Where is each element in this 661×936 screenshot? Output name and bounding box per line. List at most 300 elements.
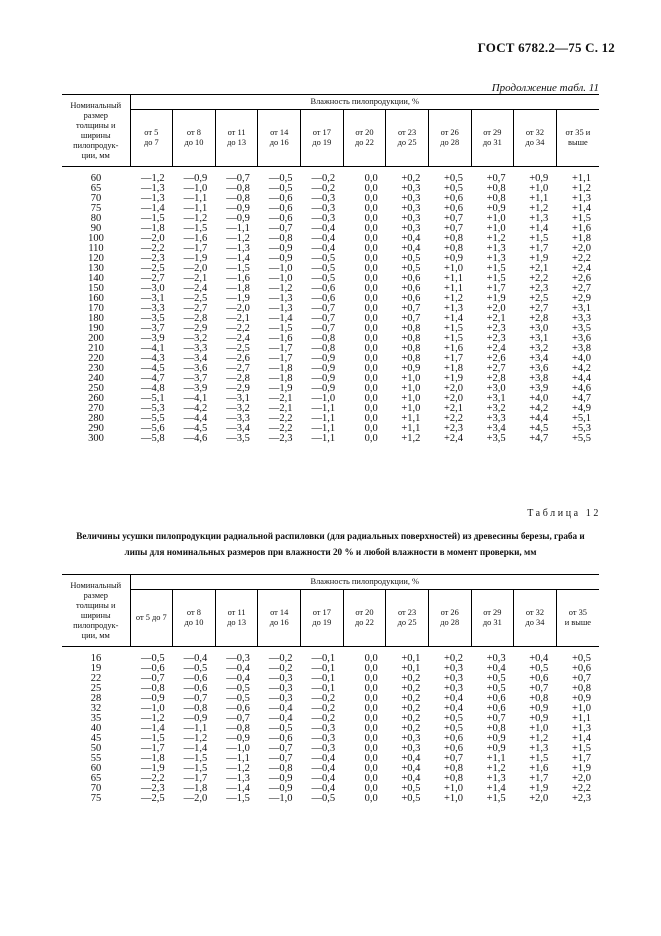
shrinkage-value-cell: +0,1	[401, 653, 421, 664]
shrinkage-value-cell: —1,3	[268, 303, 293, 314]
shrinkage-value-cell: —0,8	[183, 703, 208, 714]
table-row	[62, 434, 599, 444]
shrinkage-value-cell: —1,2	[268, 283, 293, 294]
shrinkage-value-cell: —4,5	[141, 363, 165, 374]
shrinkage-value-cell: +1,5	[443, 333, 463, 344]
nominal-size-cell: 210	[88, 343, 104, 354]
shrinkage-value-cell: +2,8	[486, 373, 506, 384]
shrinkage-value-cell: +3,0	[486, 383, 506, 394]
shrinkage-value-cell: +0,8	[486, 183, 506, 194]
shrinkage-value-cell: —2,2	[226, 323, 250, 334]
shrinkage-value-cell: —2,0	[226, 303, 250, 314]
shrinkage-value-cell: +3,6	[571, 333, 591, 344]
column-header-line: от 26	[440, 128, 459, 137]
row-header	[62, 95, 130, 167]
shrinkage-value-cell: —0,1	[311, 663, 336, 674]
shrinkage-value-cell: —2,3	[268, 433, 293, 444]
shrinkage-value-cell: +1,5	[486, 273, 506, 284]
shrinkage-value-cell: +0,8	[443, 763, 463, 774]
shrinkage-value-cell: —2,6	[226, 353, 250, 364]
column-header-line: до 31	[482, 618, 502, 627]
shrinkage-value-cell: —0,5	[311, 273, 336, 284]
shrinkage-value-cell: +1,6	[571, 223, 591, 234]
shrinkage-value-cell: —1,1	[311, 423, 336, 434]
shrinkage-value-cell: 0,0	[364, 213, 378, 224]
shrinkage-value-cell: +0,5	[443, 713, 463, 724]
shrinkage-value-cell: —1,5	[226, 263, 250, 274]
shrinkage-value-cell: —2,0	[141, 233, 165, 244]
shrinkage-value-cell: —0,6	[268, 193, 293, 204]
shrinkage-value-cell: —0,4	[226, 673, 250, 684]
shrinkage-value-cell: —0,6	[311, 293, 336, 304]
column-header-line: от 17	[312, 128, 331, 137]
moisture-column-header	[258, 590, 301, 647]
shrinkage-value-cell: +2,9	[571, 293, 591, 304]
shrinkage-value-cell: —2,5	[141, 263, 165, 274]
shrinkage-value-cell: —1,7	[268, 343, 293, 354]
shrinkage-value-cell: +3,1	[529, 333, 549, 344]
moisture-column-header	[173, 590, 216, 647]
shrinkage-value-cell: +1,4	[443, 313, 463, 324]
shrinkage-value-cell: +1,1	[529, 193, 549, 204]
shrinkage-value-cell: —2,2	[141, 773, 165, 784]
shrinkage-value-cell: 0,0	[364, 193, 378, 204]
shrinkage-value-cell: +0,4	[401, 753, 421, 764]
shrinkage-value-cell: +2,6	[571, 273, 591, 284]
shrinkage-value-cell: —0,8	[311, 333, 336, 344]
shrinkage-value-cell: 0,0	[364, 743, 378, 754]
shrinkage-value-cell: —0,9	[226, 733, 250, 744]
shrinkage-value-cell: 0,0	[364, 383, 378, 394]
shrinkage-value-cell: +1,7	[443, 353, 463, 364]
shrinkage-value-cell: +1,8	[571, 233, 591, 244]
shrinkage-value-cell: 0,0	[364, 693, 378, 704]
column-header-line: от 5	[144, 128, 159, 137]
nominal-size-cell: 75	[90, 793, 102, 804]
shrinkage-value-cell: +0,9	[571, 693, 591, 704]
nominal-size-cell: 55	[90, 753, 102, 764]
shrinkage-value-cell: —1,2	[183, 733, 208, 744]
shrinkage-value-cell: —3,7	[141, 323, 165, 334]
shrinkage-value-cell: +1,2	[486, 233, 506, 244]
shrinkage-value-cell: —2,7	[226, 363, 250, 374]
shrinkage-value-cell: —1,1	[311, 413, 336, 424]
nominal-size-cell: 220	[88, 353, 104, 364]
shrinkage-value-cell: +1,1	[571, 173, 591, 184]
column-header-line: до 28	[440, 618, 460, 627]
shrinkage-value-cell: —1,1	[311, 433, 336, 444]
shrinkage-value-cell: +4,0	[529, 393, 549, 404]
shrinkage-value-cell: —2,9	[226, 383, 250, 394]
shrinkage-value-cell: +0,2	[401, 703, 421, 714]
shrinkage-value-cell: +0,6	[443, 193, 463, 204]
shrinkage-value-cell: 0,0	[364, 423, 378, 434]
moisture-column-header	[343, 590, 386, 647]
shrinkage-value-cell: —4,3	[141, 353, 165, 364]
shrinkage-value-cell: —2,5	[226, 343, 250, 354]
shrinkage-value-cell: +0,5	[401, 793, 421, 804]
shrinkage-value-cell: +2,7	[571, 283, 591, 294]
shrinkage-value-cell: +1,1	[443, 273, 463, 284]
shrinkage-value-cell: +2,4	[443, 433, 463, 444]
shrinkage-value-cell: +1,3	[486, 243, 506, 254]
shrinkage-value-cell: +0,2	[401, 173, 421, 184]
shrinkage-value-cell: +0,6	[486, 703, 506, 714]
shrinkage-value-cell: —1,4	[141, 723, 165, 734]
shrinkage-value-cell: —2,7	[183, 303, 208, 314]
column-header-line: и выше	[564, 618, 592, 627]
shrinkage-value-cell: +1,0	[443, 793, 463, 804]
shrinkage-value-cell: —3,4	[183, 353, 208, 364]
shrinkage-value-cell: +3,1	[571, 303, 591, 314]
shrinkage-value-cell: —2,1	[226, 313, 250, 324]
nominal-size-cell: 25	[90, 683, 102, 694]
column-header-line: от 17	[312, 608, 331, 617]
shrinkage-value-cell: —0,5	[183, 663, 208, 674]
shrinkage-value-cell: 0,0	[364, 403, 378, 414]
shrinkage-value-cell: —0,6	[183, 683, 208, 694]
shrinkage-value-cell: —0,4	[311, 243, 336, 254]
shrinkage-value-cell: 0,0	[364, 273, 378, 284]
shrinkage-value-cell: —1,8	[268, 363, 293, 374]
shrinkage-value-cell: +0,3	[401, 203, 421, 214]
shrinkage-value-cell: —0,7	[311, 303, 336, 314]
shrinkage-value-cell: —4,2	[183, 403, 208, 414]
nominal-size-cell: 80	[90, 213, 102, 224]
nominal-size-cell: 260	[88, 393, 104, 404]
table-12-caption-line-2: липы для номинальных размеров при влажности 20 % и любой влажности в момент проверки, мм	[124, 547, 537, 557]
shrinkage-value-cell: —0,8	[311, 343, 336, 354]
nominal-size-cell: 110	[88, 243, 104, 254]
shrinkage-value-cell: —2,5	[183, 293, 208, 304]
shrinkage-value-cell: —0,2	[311, 703, 336, 714]
shrinkage-value-cell: +0,8	[401, 333, 421, 344]
table-12-caption	[62, 528, 599, 560]
moisture-column-header	[471, 590, 514, 647]
shrinkage-value-cell: +1,1	[401, 423, 421, 434]
shrinkage-value-cell: —1,1	[183, 723, 208, 734]
nominal-size-cell: 32	[90, 703, 102, 714]
nominal-size-cell: 160	[88, 293, 104, 304]
shrinkage-value-cell: —0,6	[183, 673, 208, 684]
shrinkage-value-cell: +0,7	[443, 753, 463, 764]
shrinkage-value-cell: —0,2	[311, 173, 336, 184]
shrinkage-value-cell: +0,9	[486, 743, 506, 754]
shrinkage-value-cell: —1,9	[183, 253, 208, 264]
shrinkage-value-cell: +1,9	[443, 373, 463, 384]
row-header	[62, 575, 130, 647]
shrinkage-value-cell: —1,0	[311, 393, 336, 404]
shrinkage-value-cell: +0,5	[443, 173, 463, 184]
shrinkage-value-cell: +0,5	[486, 683, 506, 694]
column-header-line: от 11	[227, 608, 246, 617]
shrinkage-value-cell: —2,1	[268, 403, 293, 414]
row-header-line: ширины	[80, 130, 111, 140]
shrinkage-value-cell: +1,7	[529, 243, 549, 254]
shrinkage-value-cell: +0,6	[571, 663, 591, 674]
shrinkage-value-cell: —1,4	[226, 783, 250, 794]
shrinkage-value-cell: —2,7	[141, 273, 165, 284]
column-header-line: от 5 до 7	[135, 613, 167, 622]
column-header-line: от 26	[440, 608, 459, 617]
shrinkage-value-cell: +0,6	[443, 743, 463, 754]
shrinkage-value-cell: 0,0	[364, 753, 378, 764]
document-header-code: ГОСТ 6782.2—75 С. 12	[477, 40, 615, 55]
shrinkage-value-cell: +3,9	[529, 383, 549, 394]
shrinkage-value-cell: —1,5	[183, 763, 208, 774]
shrinkage-value-cell: +0,4	[529, 653, 549, 664]
shrinkage-value-cell: 0,0	[364, 673, 378, 684]
table-12	[62, 574, 599, 804]
shrinkage-value-cell: +1,5	[443, 323, 463, 334]
shrinkage-value-cell: —5,1	[141, 393, 165, 404]
shrinkage-value-cell: —0,6	[311, 283, 336, 294]
shrinkage-value-cell: +1,9	[529, 253, 549, 264]
column-header-line: до 22	[354, 618, 374, 627]
shrinkage-value-cell: +2,1	[486, 313, 506, 324]
moisture-column-header	[386, 110, 429, 167]
moisture-column-header	[556, 110, 599, 167]
shrinkage-value-cell: +1,3	[529, 213, 549, 224]
column-header-line: от 23	[397, 128, 417, 137]
shrinkage-value-cell: 0,0	[364, 433, 378, 444]
shrinkage-value-cell: +2,0	[486, 303, 506, 314]
shrinkage-value-cell: —1,9	[268, 383, 293, 394]
column-header-line: от 23	[397, 608, 417, 617]
shrinkage-value-cell: +3,8	[529, 373, 549, 384]
shrinkage-value-cell: +1,1	[401, 413, 421, 424]
nominal-size-cell: 200	[88, 333, 104, 344]
shrinkage-value-cell: +1,3	[529, 743, 549, 754]
nominal-size-cell: 40	[90, 723, 102, 734]
shrinkage-value-cell: —3,3	[141, 303, 165, 314]
shrinkage-value-cell: 0,0	[364, 653, 378, 664]
shrinkage-value-cell: 0,0	[364, 283, 378, 294]
shrinkage-value-cell: +1,8	[443, 363, 463, 374]
shrinkage-value-cell: +3,3	[571, 313, 591, 324]
nominal-size-cell: 70	[90, 193, 102, 204]
shrinkage-value-cell: +2,3	[443, 423, 463, 434]
shrinkage-value-cell: +1,6	[443, 343, 463, 354]
shrinkage-value-cell: —1,8	[268, 373, 293, 384]
shrinkage-value-cell: —1,2	[141, 173, 165, 184]
shrinkage-value-cell: +2,2	[571, 253, 591, 264]
shrinkage-value-cell: —1,5	[141, 733, 165, 744]
shrinkage-value-cell: +0,7	[529, 683, 549, 694]
moisture-column-header	[258, 110, 301, 167]
shrinkage-value-cell: —1,1	[183, 193, 208, 204]
shrinkage-value-cell: —2,2	[141, 243, 165, 254]
nominal-size-cell: 140	[88, 273, 104, 284]
shrinkage-value-cell: —1,4	[268, 313, 293, 324]
shrinkage-value-cell: +2,3	[486, 333, 506, 344]
shrinkage-value-cell: —5,8	[141, 433, 165, 444]
shrinkage-value-cell: —0,6	[268, 213, 293, 224]
shrinkage-value-cell: —1,0	[141, 703, 165, 714]
column-header-line: до 22	[354, 138, 374, 147]
nominal-size-cell: 270	[88, 403, 104, 414]
shrinkage-value-cell: +0,5	[443, 723, 463, 734]
shrinkage-value-cell: —0,7	[226, 173, 250, 184]
moisture-column-header	[514, 110, 557, 167]
shrinkage-value-cell: +0,6	[443, 203, 463, 214]
shrinkage-value-cell: —0,4	[311, 783, 336, 794]
moisture-column-header	[130, 590, 173, 647]
shrinkage-value-cell: —1,7	[141, 743, 165, 754]
shrinkage-value-cell: +0,1	[401, 663, 421, 674]
shrinkage-value-cell: +1,7	[571, 753, 591, 764]
shrinkage-value-cell: +4,2	[529, 403, 549, 414]
shrinkage-value-cell: —0,3	[268, 693, 293, 704]
shrinkage-value-cell: —1,4	[226, 253, 250, 264]
shrinkage-value-cell: —0,5	[226, 683, 250, 694]
column-header-line: от 32	[525, 128, 545, 137]
shrinkage-value-cell: +2,0	[443, 393, 463, 404]
shrinkage-value-cell: —1,4	[183, 743, 208, 754]
shrinkage-value-cell: +0,8	[571, 683, 591, 694]
shrinkage-value-cell: +0,8	[401, 323, 421, 334]
shrinkage-value-cell: +0,2	[401, 713, 421, 724]
shrinkage-value-cell: —1,0	[183, 183, 208, 194]
shrinkage-value-cell: +0,6	[529, 673, 549, 684]
shrinkage-value-cell: +2,0	[571, 243, 591, 254]
shrinkage-value-cell: —0,5	[141, 653, 165, 664]
nominal-size-cell: 170	[88, 303, 104, 314]
column-header-line: до 13	[227, 138, 247, 147]
shrinkage-value-cell: —0,6	[268, 733, 293, 744]
shrinkage-value-cell: —1,8	[183, 783, 208, 794]
shrinkage-value-cell: +3,1	[486, 393, 506, 404]
shrinkage-value-cell: 0,0	[364, 343, 378, 354]
shrinkage-value-cell: —0,3	[268, 673, 293, 684]
shrinkage-value-cell: +0,4	[443, 693, 463, 704]
shrinkage-value-cell: —0,9	[268, 243, 293, 254]
shrinkage-value-cell: +0,5	[401, 253, 421, 264]
shrinkage-value-cell: +1,0	[401, 403, 421, 414]
shrinkage-value-cell: 0,0	[364, 303, 378, 314]
column-header-line: до 16	[269, 138, 289, 147]
shrinkage-value-cell: —2,3	[141, 783, 165, 794]
shrinkage-value-cell: —0,6	[226, 703, 250, 714]
column-header-line: от 11	[227, 128, 246, 137]
column-header-line: до 16	[269, 618, 289, 627]
shrinkage-value-cell: +2,8	[529, 313, 549, 324]
shrinkage-value-cell: —1,0	[268, 273, 293, 284]
shrinkage-value-cell: 0,0	[364, 733, 378, 744]
shrinkage-value-cell: +0,7	[571, 673, 591, 684]
shrinkage-value-cell: —1,3	[141, 193, 165, 204]
shrinkage-value-cell: +2,3	[486, 323, 506, 334]
nominal-size-cell: 240	[88, 373, 104, 384]
shrinkage-value-cell: +2,6	[486, 353, 506, 364]
shrinkage-value-cell: —0,4	[311, 773, 336, 784]
nominal-size-cell: 100	[88, 233, 104, 244]
row-header-line: ции, мм	[81, 150, 110, 160]
nominal-size-cell: 19	[90, 663, 102, 674]
shrinkage-value-cell: —0,7	[183, 693, 208, 704]
nominal-size-cell: 60	[90, 763, 102, 774]
shrinkage-value-cell: +0,6	[486, 693, 506, 704]
shrinkage-value-cell: —4,1	[141, 343, 165, 354]
shrinkage-value-cell: —0,9	[226, 203, 250, 214]
shrinkage-value-cell: —0,1	[311, 673, 336, 684]
shrinkage-value-cell: +2,7	[486, 363, 506, 374]
shrinkage-value-cell: +0,3	[486, 653, 506, 664]
shrinkage-value-cell: +5,3	[571, 423, 591, 434]
column-header-line: от 35	[568, 608, 587, 617]
shrinkage-value-cell: +0,4	[401, 773, 421, 784]
moisture-column-header	[130, 110, 173, 167]
shrinkage-value-cell: —0,5	[311, 793, 336, 804]
shrinkage-value-cell: —0,5	[311, 263, 336, 274]
shrinkage-value-cell: 0,0	[364, 353, 378, 364]
shrinkage-value-cell: —1,2	[141, 713, 165, 724]
shrinkage-value-cell: +1,2	[529, 733, 549, 744]
shrinkage-value-cell: +0,9	[486, 203, 506, 214]
shrinkage-value-cell: —2,1	[183, 273, 208, 284]
shrinkage-value-cell: —0,2	[311, 713, 336, 724]
shrinkage-value-cell: —1,6	[268, 333, 293, 344]
nominal-size-cell: 300	[88, 433, 104, 444]
shrinkage-value-cell: —0,9	[311, 373, 336, 384]
table-12-number-label: Таблица 12	[527, 508, 601, 519]
shrinkage-value-cell: +0,8	[529, 693, 549, 704]
shrinkage-value-cell: +0,8	[443, 233, 463, 244]
moisture-column-header	[471, 110, 514, 167]
nominal-size-cell: 250	[88, 383, 104, 394]
shrinkage-value-cell: —3,3	[183, 343, 208, 354]
column-header-line: до 34	[525, 138, 545, 147]
shrinkage-value-cell: —1,5	[183, 753, 208, 764]
moisture-column-header	[301, 110, 344, 167]
nominal-size-cell: 65	[90, 183, 102, 194]
shrinkage-value-cell: +3,0	[529, 323, 549, 334]
shrinkage-value-cell: +0,6	[443, 733, 463, 744]
shrinkage-value-cell: +0,7	[401, 303, 421, 314]
shrinkage-value-cell: —0,3	[311, 733, 336, 744]
shrinkage-value-cell: +3,8	[571, 343, 591, 354]
column-header-line: от 8	[186, 608, 201, 617]
shrinkage-value-cell: 0,0	[364, 313, 378, 324]
nominal-size-cell: 230	[88, 363, 104, 374]
shrinkage-value-cell: —0,5	[268, 723, 293, 734]
shrinkage-value-cell: +1,0	[443, 263, 463, 274]
nominal-size-cell: 120	[88, 253, 104, 264]
shrinkage-value-cell: +0,3	[401, 743, 421, 754]
shrinkage-value-cell: —0,2	[311, 183, 336, 194]
shrinkage-value-cell: —2,2	[268, 423, 293, 434]
shrinkage-value-cell: +1,0	[486, 223, 506, 234]
column-header-line: до 28	[440, 138, 460, 147]
shrinkage-value-cell: —0,9	[268, 783, 293, 794]
shrinkage-value-cell: +0,3	[443, 683, 463, 694]
shrinkage-value-cell: —0,2	[268, 663, 293, 674]
shrinkage-value-cell: —1,3	[226, 773, 250, 784]
column-header-line: выше	[568, 138, 588, 147]
shrinkage-value-cell: +2,0	[443, 383, 463, 394]
shrinkage-value-cell: —0,1	[311, 653, 336, 664]
column-header-line: от 32	[525, 608, 545, 617]
shrinkage-value-cell: +1,4	[571, 733, 591, 744]
shrinkage-value-cell: —0,4	[311, 233, 336, 244]
shrinkage-value-cell: —1,3	[268, 293, 293, 304]
shrinkage-value-cell: +1,0	[571, 703, 591, 714]
shrinkage-value-cell: —1,5	[183, 223, 208, 234]
nominal-size-cell: 290	[88, 423, 104, 434]
shrinkage-value-cell: —1,2	[226, 233, 250, 244]
shrinkage-value-cell: +4,7	[571, 393, 591, 404]
shrinkage-value-cell: —0,4	[183, 653, 208, 664]
